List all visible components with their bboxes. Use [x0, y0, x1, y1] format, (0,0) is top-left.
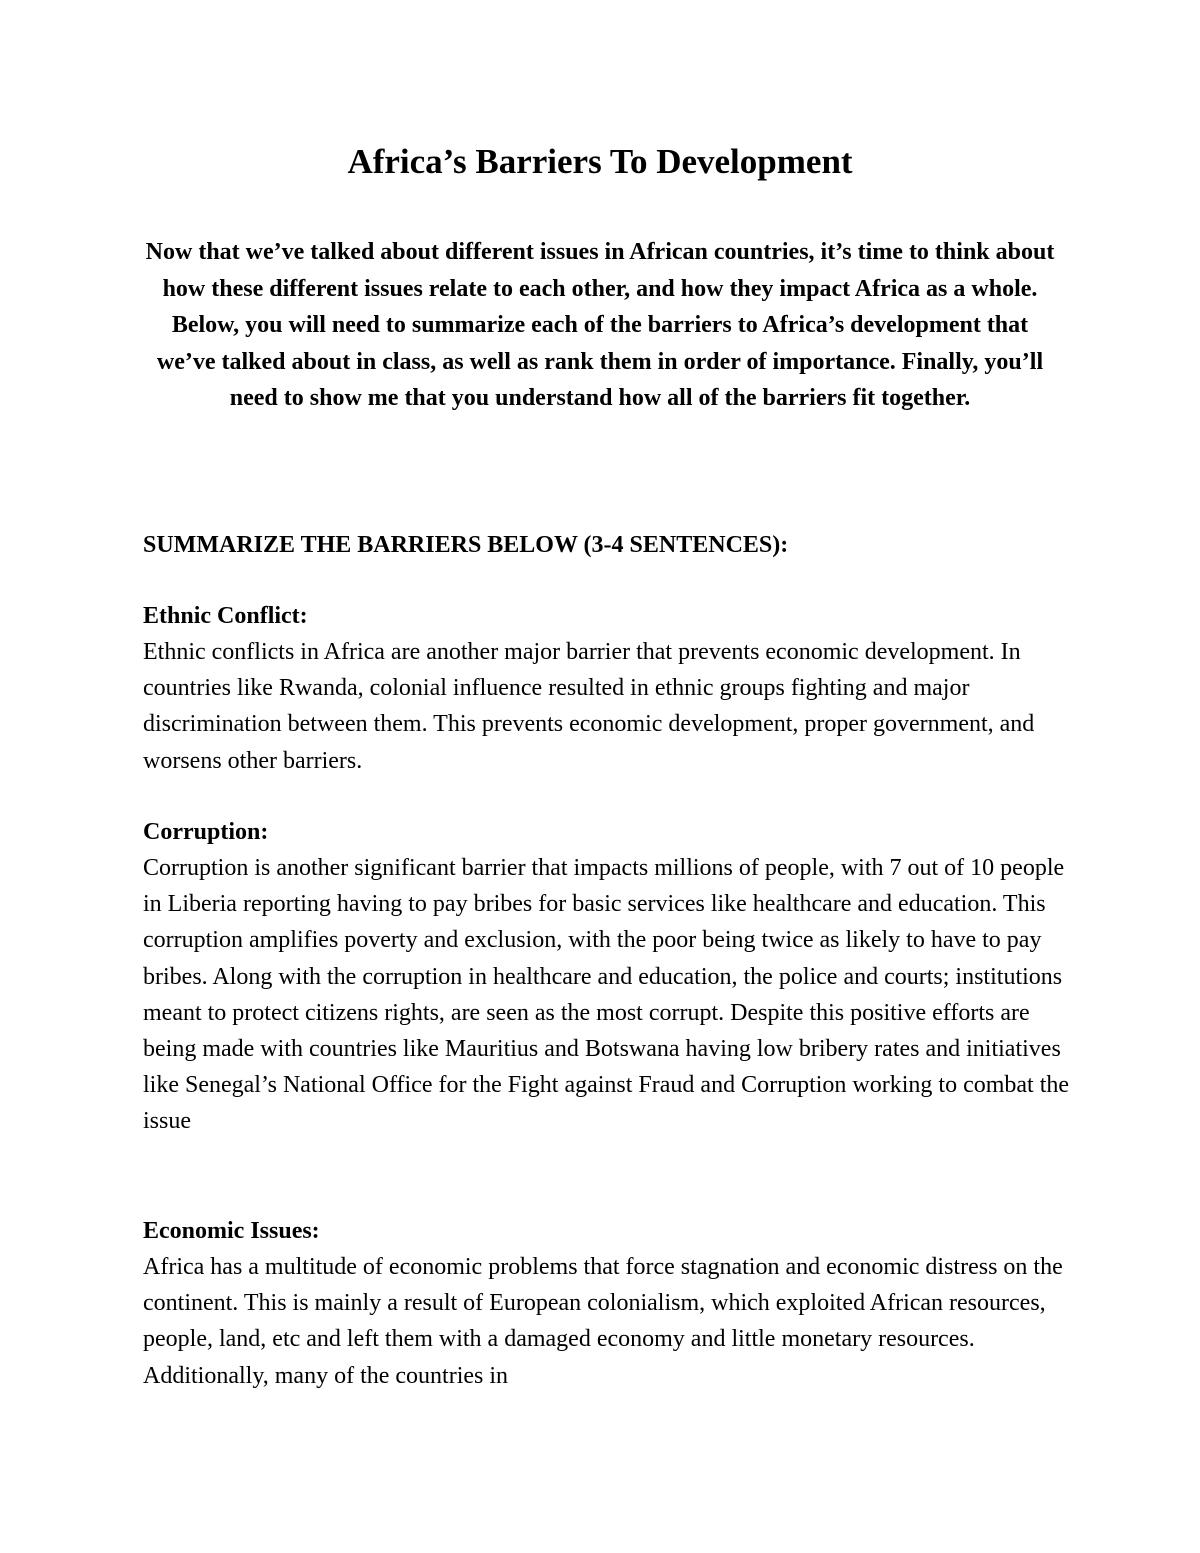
section-body: Africa has a multitude of economic problems that force stagnation and economic distress on the continent. This is mainly a result of European colonialism, which exploited African resources, people, land, etc and left them with a damaged economy and little monetary resources. Additionally, many of the countries in	[143, 1254, 1063, 1389]
section-heading: Ethnic Conflict:	[143, 603, 308, 629]
section-corruption	[143, 814, 1073, 1140]
section-body: Corruption is another significant barrier that impacts millions of people, with 7 out of 10 people in Liberia reporting having to pay bribes for basic services like healthcare and education. This corruption amplifies poverty and exclusion, with the poor being twice as likely to have to pay bribes. Along with the corruption in healthcare and education, the police and courts; institutions meant to protect citizens rights, are seen as the most corrupt. Despite this positive efforts are being made with countries like Mauritius and Botswana having low bribery rates and initiatives like Senegal’s National Office for the Fight against Fraud and Corruption working to combat the issue	[143, 855, 1070, 1135]
section-heading: Economic Issues:	[143, 1218, 320, 1244]
intro-paragraph: Now that we’ve talked about different issues in African countries, it’s time to think about how these different issues relate to each other, and how they impact Africa as a whole. Below, you will need to summarize each of the barriers to Africa’s development that we’ve talked about in class, as well as rank them in order of importance. Finally, you’ll need to show me that you understand how all of the barriers fit together.	[145, 239, 1055, 411]
section-ethnic-conflict	[143, 598, 1073, 779]
section-body: Ethnic conflicts in Africa are another major barrier that prevents economic development. In countries like Rwanda, colonial influence resulted in ethnic groups fighting and major discrimination between them. This prevents economic development, proper government, and worsens other barriers.	[143, 639, 1035, 774]
document-title: Africa’s Barriers To Development	[347, 142, 853, 181]
section-economic-issues	[143, 1213, 1073, 1394]
section-heading: Corruption:	[143, 819, 269, 845]
instructions-heading: SUMMARIZE THE BARRIERS BELOW (3-4 SENTENCES):	[143, 532, 789, 558]
